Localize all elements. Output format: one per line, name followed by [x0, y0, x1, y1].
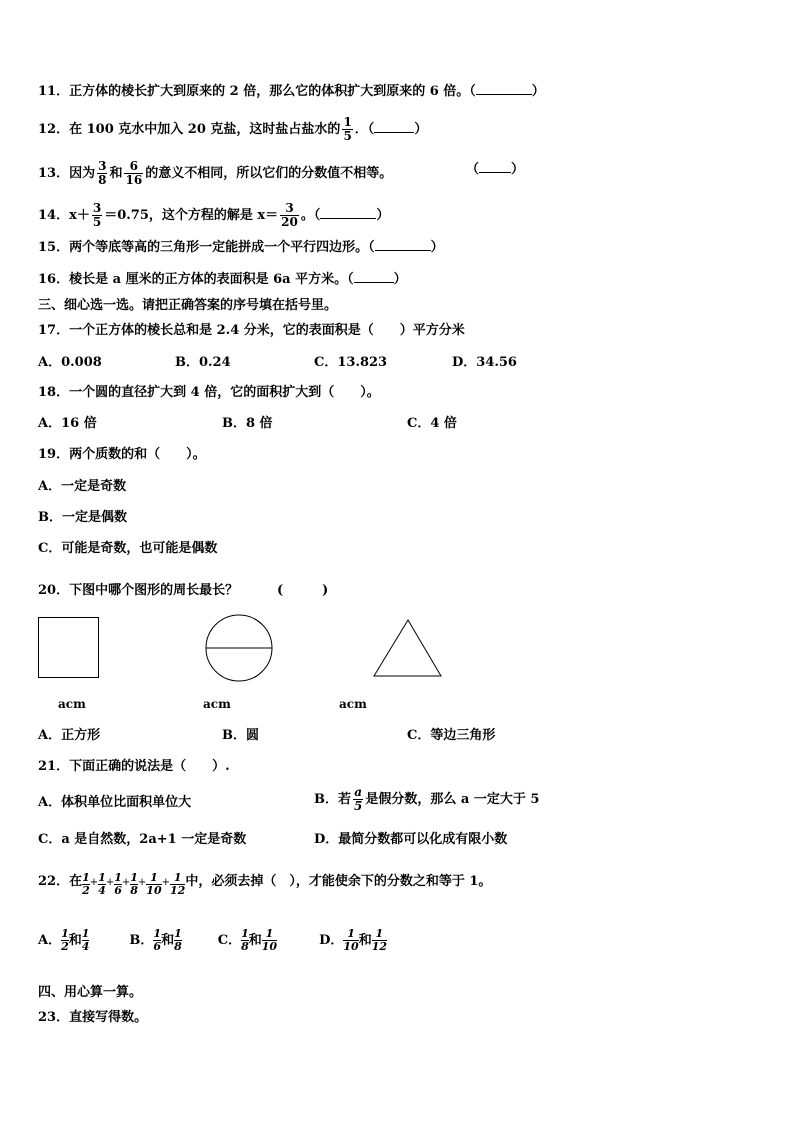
q18-option-c[interactable]: C．4 倍	[407, 416, 457, 431]
plus-sign: +	[161, 877, 170, 888]
q18-option-b[interactable]: B．8 倍	[222, 416, 273, 431]
q17-option-a[interactable]: A．0.008	[38, 355, 102, 370]
option-fraction: $\frac{1}{8}$	[174, 927, 182, 953]
option-label: D．	[319, 933, 344, 948]
q14-fraction-1: $\frac{3}{5}$	[92, 201, 102, 229]
q21-option-a[interactable]: A．体积单位比面积单位大	[38, 795, 192, 810]
and-text: 和	[161, 933, 175, 948]
q19-option-a[interactable]: A．一定是奇数	[38, 479, 127, 494]
question-18: 18．一个圆的直径扩大到 4 倍，它的面积扩大到（ ）。	[38, 385, 380, 400]
q12-text: 在 100 克水中加入 20 克盐，这时盐占盐水的	[69, 122, 341, 137]
option-fraction: $\frac{1}{4}$	[81, 927, 90, 953]
q22-fraction-1-over-8: $\frac{1}{8}$	[130, 871, 138, 897]
q22-option-a[interactable]	[38, 928, 89, 953]
option-fraction: $\frac{1}{10}$	[261, 927, 278, 953]
option-label: C．	[217, 933, 242, 948]
plus-sign: +	[137, 877, 147, 888]
q14-fraction-2: $\frac{3}{20}$	[281, 201, 298, 229]
q22-option-d[interactable]	[319, 928, 387, 953]
question-16: 16．棱长是 a 厘米的正方体的表面积是 6a 平方米。（ ）	[38, 272, 407, 287]
and-text: 和	[358, 933, 372, 948]
option-label: A．	[38, 933, 62, 948]
q13-fraction-1: $\frac{3}{8}$	[98, 159, 107, 187]
q21-option-c[interactable]: C．a 是自然数，2a+1 一定是奇数	[38, 832, 247, 847]
option-fraction: $\frac{1}{6}$	[153, 927, 162, 953]
option-fraction: $\frac{1}{12}$	[371, 927, 388, 953]
question-23: 23．直接写得数。	[38, 1010, 148, 1025]
plus-sign: +	[105, 877, 115, 888]
square-figure	[39, 618, 99, 678]
q20-option-a[interactable]: A．正方形	[38, 728, 101, 743]
q17-option-c[interactable]: C．13.823	[314, 355, 388, 370]
q22-options	[38, 928, 387, 953]
q22-option-b[interactable]	[129, 928, 181, 953]
q13-answer-paren: （ ）	[466, 162, 525, 177]
option-label: B．	[129, 933, 154, 948]
q20-option-c[interactable]: C．等边三角形	[407, 728, 496, 743]
plus-sign: +	[121, 877, 131, 888]
question-13: 13．因为 $\frac{3}{8}$ 和 $\frac{6}{16}$ 的意义不相同，所以它们的分数值不相等。	[38, 159, 393, 187]
and-text: 和	[68, 933, 82, 948]
q20-answer-paren[interactable]: ( )	[277, 583, 329, 598]
q13-fraction-2: $\frac{6}{16}$	[125, 159, 143, 187]
circle-label: acm	[203, 697, 231, 711]
q17-option-d[interactable]: D．34.56	[452, 355, 517, 370]
q17-option-b[interactable]: B．0.24	[175, 355, 231, 370]
q19-option-c[interactable]: C．可能是奇数，也可能是偶数	[38, 541, 218, 556]
section-3-heading: 三、细心选一选。请把正确答案的序号填在括号里。	[38, 298, 338, 313]
triangle-figure	[374, 620, 441, 676]
question-14: 14．x＋ $\frac{3}{5}$ ＝0.75，这个方程的解是 x＝ $\frac{3}{20}$ 。（ ）	[38, 201, 390, 229]
question-15: 15．两个等底等高的三角形一定能拼成一个平行四边形。（ ）	[38, 240, 444, 255]
question-11: 11．正方体的棱长扩大到原来的 2 倍，那么它的体积扩大到原来的 6 倍。（ ）	[38, 84, 545, 99]
q15-answer-blank[interactable]	[375, 238, 431, 251]
q11-answer-blank[interactable]	[476, 82, 532, 95]
option-fraction: $\frac{1}{10}$	[343, 927, 359, 953]
question-19: 19．两个质数的和（ ）。	[38, 447, 206, 462]
q22-fraction-1-over-6: $\frac{1}{6}$	[114, 871, 122, 897]
question-22: 22．在 $\frac{1}{2}$ + $\frac{1}{4}$ + $\frac{1}{6}$ + $\frac{1}{8}$ + $\frac{1}{10}$ + $\frac{1}{12}$ 中，必须去掉（ ），才能使余下的分数之和等于 1。	[38, 871, 492, 897]
section-4-heading: 四、用心算一算。	[38, 985, 143, 1000]
q22-fraction-1-over-10: $\frac{1}{10}$	[146, 871, 162, 897]
q14-answer-blank[interactable]	[320, 206, 376, 219]
q20-option-b[interactable]: B．圆	[222, 728, 259, 743]
q19-option-b[interactable]: B．一定是偶数	[38, 510, 127, 525]
q22-option-c[interactable]	[218, 928, 277, 953]
square-label: acm	[58, 697, 86, 711]
question-17: 17．一个正方体的棱长总和是 2.4 分米，它的表面积是（ ）平方分米	[38, 323, 465, 338]
q13-text: 的意义不相同，所以它们的分数值不相等。	[145, 166, 393, 181]
q21-b-fraction: $\frac{a}{5}$	[354, 785, 363, 813]
q21-option-b[interactable]: B．若 $\frac{a}{5}$ 是假分数，那么 a 一定大于 5	[314, 785, 540, 813]
q11-number: 11．	[38, 84, 70, 99]
q16-answer-blank[interactable]	[354, 270, 394, 283]
question-21: 21．下面正确的说法是（ ）.	[38, 759, 230, 774]
question-20: 20．下图中哪个图形的周长最长？	[38, 583, 239, 598]
q21-option-d[interactable]: D．最简分数都可以化成有限小数	[314, 832, 508, 847]
plus-sign: +	[89, 877, 99, 888]
and-text: 和	[248, 933, 262, 948]
option-fraction: $\frac{1}{8}$	[241, 927, 249, 953]
q22-fraction-1-over-4: $\frac{1}{4}$	[98, 871, 106, 897]
q22-fraction-1-over-2: $\frac{1}{2}$	[82, 871, 90, 897]
q12-fraction: $\frac{1}{5}$	[343, 115, 352, 143]
q13-answer-blank[interactable]	[479, 160, 511, 173]
triangle-label: acm	[339, 697, 367, 711]
q22-fraction-sum	[82, 871, 186, 897]
question-12: 12．在 100 克水中加入 20 克盐，这时盐占盐水的 $\frac{1}{5}$ ．（ ）	[38, 115, 428, 143]
q20-figures	[0, 614, 794, 684]
q18-option-a[interactable]: A．16 倍	[38, 416, 97, 431]
q12-answer-blank[interactable]	[374, 120, 414, 133]
q22-fraction-1-over-12: $\frac{1}{12}$	[170, 871, 186, 897]
q11-text: 正方体的棱长扩大到原来的 2 倍，那么它的体积扩大到原来的 6 倍。（	[69, 84, 476, 99]
option-fraction: $\frac{1}{2}$	[61, 927, 69, 953]
